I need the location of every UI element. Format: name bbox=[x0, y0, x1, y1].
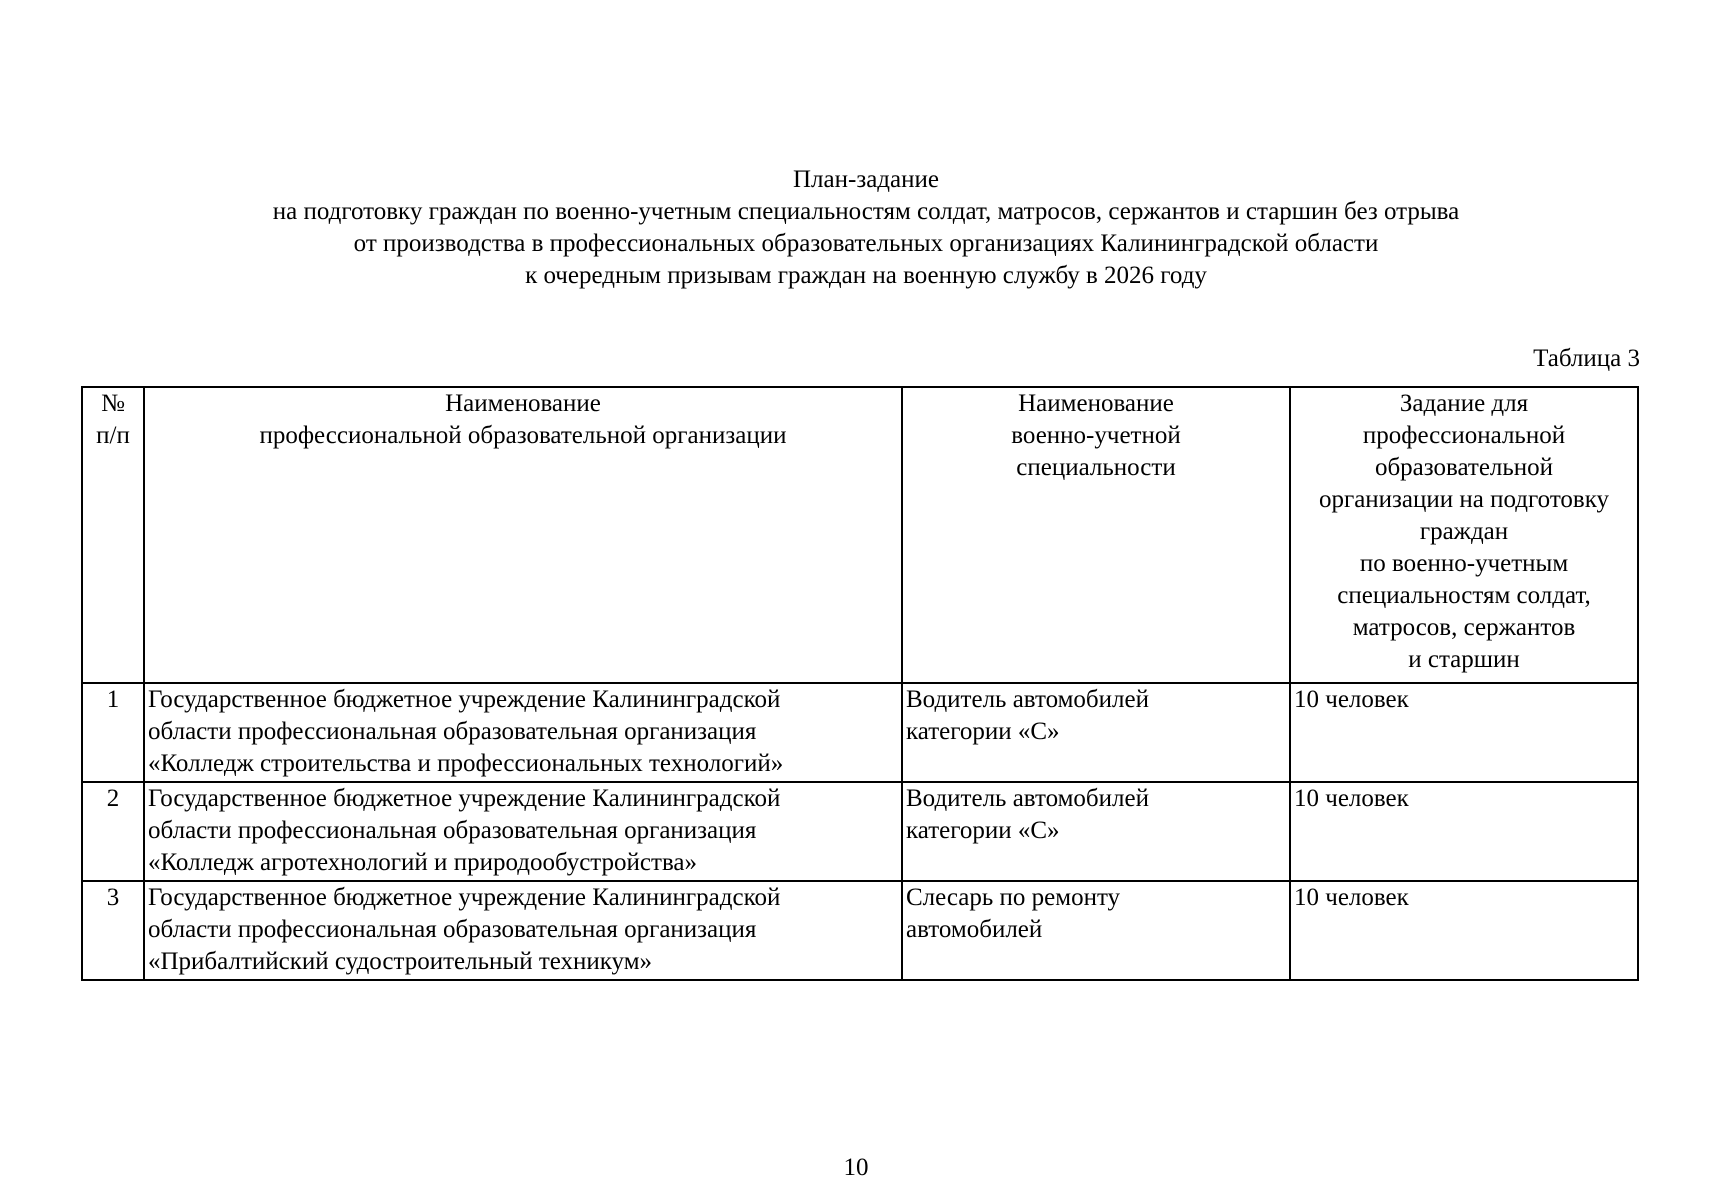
organization-text: «Колледж агротехнологий и природообустройства» bbox=[148, 849, 698, 876]
header-text: профессиональной bbox=[1362, 422, 1566, 449]
specialty-cell bbox=[902, 782, 1290, 881]
specialty-text: Слесарь по ремонту bbox=[906, 884, 1121, 911]
organization-text: области профессиональная образовательная организация bbox=[148, 916, 757, 943]
table-row bbox=[82, 782, 1638, 881]
organization-text: Государственное бюджетное учреждение Калининградской bbox=[148, 686, 781, 713]
table-row bbox=[82, 881, 1638, 980]
header-text: граждан bbox=[1419, 518, 1509, 545]
row-number: 2 bbox=[82, 782, 144, 881]
specialty-text: Водитель автомобилей bbox=[906, 686, 1149, 713]
organization-text: Государственное бюджетное учреждение Калининградской bbox=[148, 785, 781, 812]
header-specialty bbox=[902, 387, 1290, 683]
header-organization bbox=[144, 387, 902, 683]
organization-cell bbox=[144, 683, 902, 782]
header-text: по военно-учетным bbox=[1359, 550, 1569, 577]
title-line: План-задание bbox=[793, 166, 939, 193]
organization-text: «Прибалтийский судостроительный техникум» bbox=[148, 948, 653, 975]
title-line: от производства в профессиональных образовательных организациях Калининградской области bbox=[353, 230, 1379, 257]
document-title bbox=[80, 164, 1652, 292]
header-text: образовательной bbox=[1374, 454, 1554, 481]
organization-cell bbox=[144, 782, 902, 881]
header-text: Наименование bbox=[1018, 390, 1174, 417]
specialty-cell bbox=[902, 683, 1290, 782]
header-text: военно-учетной bbox=[1011, 422, 1181, 449]
task-cell: 10 человек bbox=[1290, 881, 1638, 980]
header-text: специальностям солдат, bbox=[1337, 582, 1591, 609]
task-cell: 10 человек bbox=[1290, 683, 1638, 782]
task-cell: 10 человек bbox=[1290, 782, 1638, 881]
table-label: Таблица 3 bbox=[1533, 345, 1640, 372]
specialty-text: Водитель автомобилей bbox=[906, 785, 1149, 812]
organization-text: Государственное бюджетное учреждение Калининградской bbox=[148, 884, 781, 911]
organization-text: области профессиональная образовательная организация bbox=[148, 718, 757, 745]
organization-text: «Колледж строительства и профессиональных технологий» bbox=[148, 750, 784, 777]
plan-table bbox=[81, 386, 1639, 981]
page-number: 10 bbox=[843, 1154, 869, 1181]
header-number bbox=[82, 387, 144, 683]
title-line: к очередным призывам граждан на военную службу в 2026 году bbox=[525, 262, 1207, 289]
header-text: Наименование bbox=[445, 390, 601, 417]
header-text: матросов, сержантов bbox=[1352, 614, 1576, 641]
specialty-text: категории «С» bbox=[906, 817, 1060, 844]
header-text: Задание для bbox=[1399, 390, 1529, 417]
header-task bbox=[1290, 387, 1638, 683]
specialty-text: автомобилей bbox=[906, 916, 1043, 943]
row-number: 3 bbox=[82, 881, 144, 980]
header-text: организации на подготовку bbox=[1318, 486, 1610, 513]
table-row bbox=[82, 683, 1638, 782]
table-header-row bbox=[82, 387, 1638, 683]
organization-text: области профессиональная образовательная организация bbox=[148, 817, 757, 844]
row-number: 1 bbox=[82, 683, 144, 782]
organization-cell bbox=[144, 881, 902, 980]
specialty-text: категории «С» bbox=[906, 718, 1060, 745]
header-text: п/п bbox=[96, 422, 130, 449]
title-line: на подготовку граждан по военно-учетным специальностям солдат, матросов, сержантов и старшин без отрыва bbox=[272, 198, 1460, 225]
header-text: профессиональной образовательной организации bbox=[259, 422, 787, 449]
header-text: и старшин bbox=[1408, 646, 1520, 673]
specialty-cell bbox=[902, 881, 1290, 980]
header-text: № bbox=[101, 390, 125, 417]
header-text: специальности bbox=[1016, 454, 1176, 481]
